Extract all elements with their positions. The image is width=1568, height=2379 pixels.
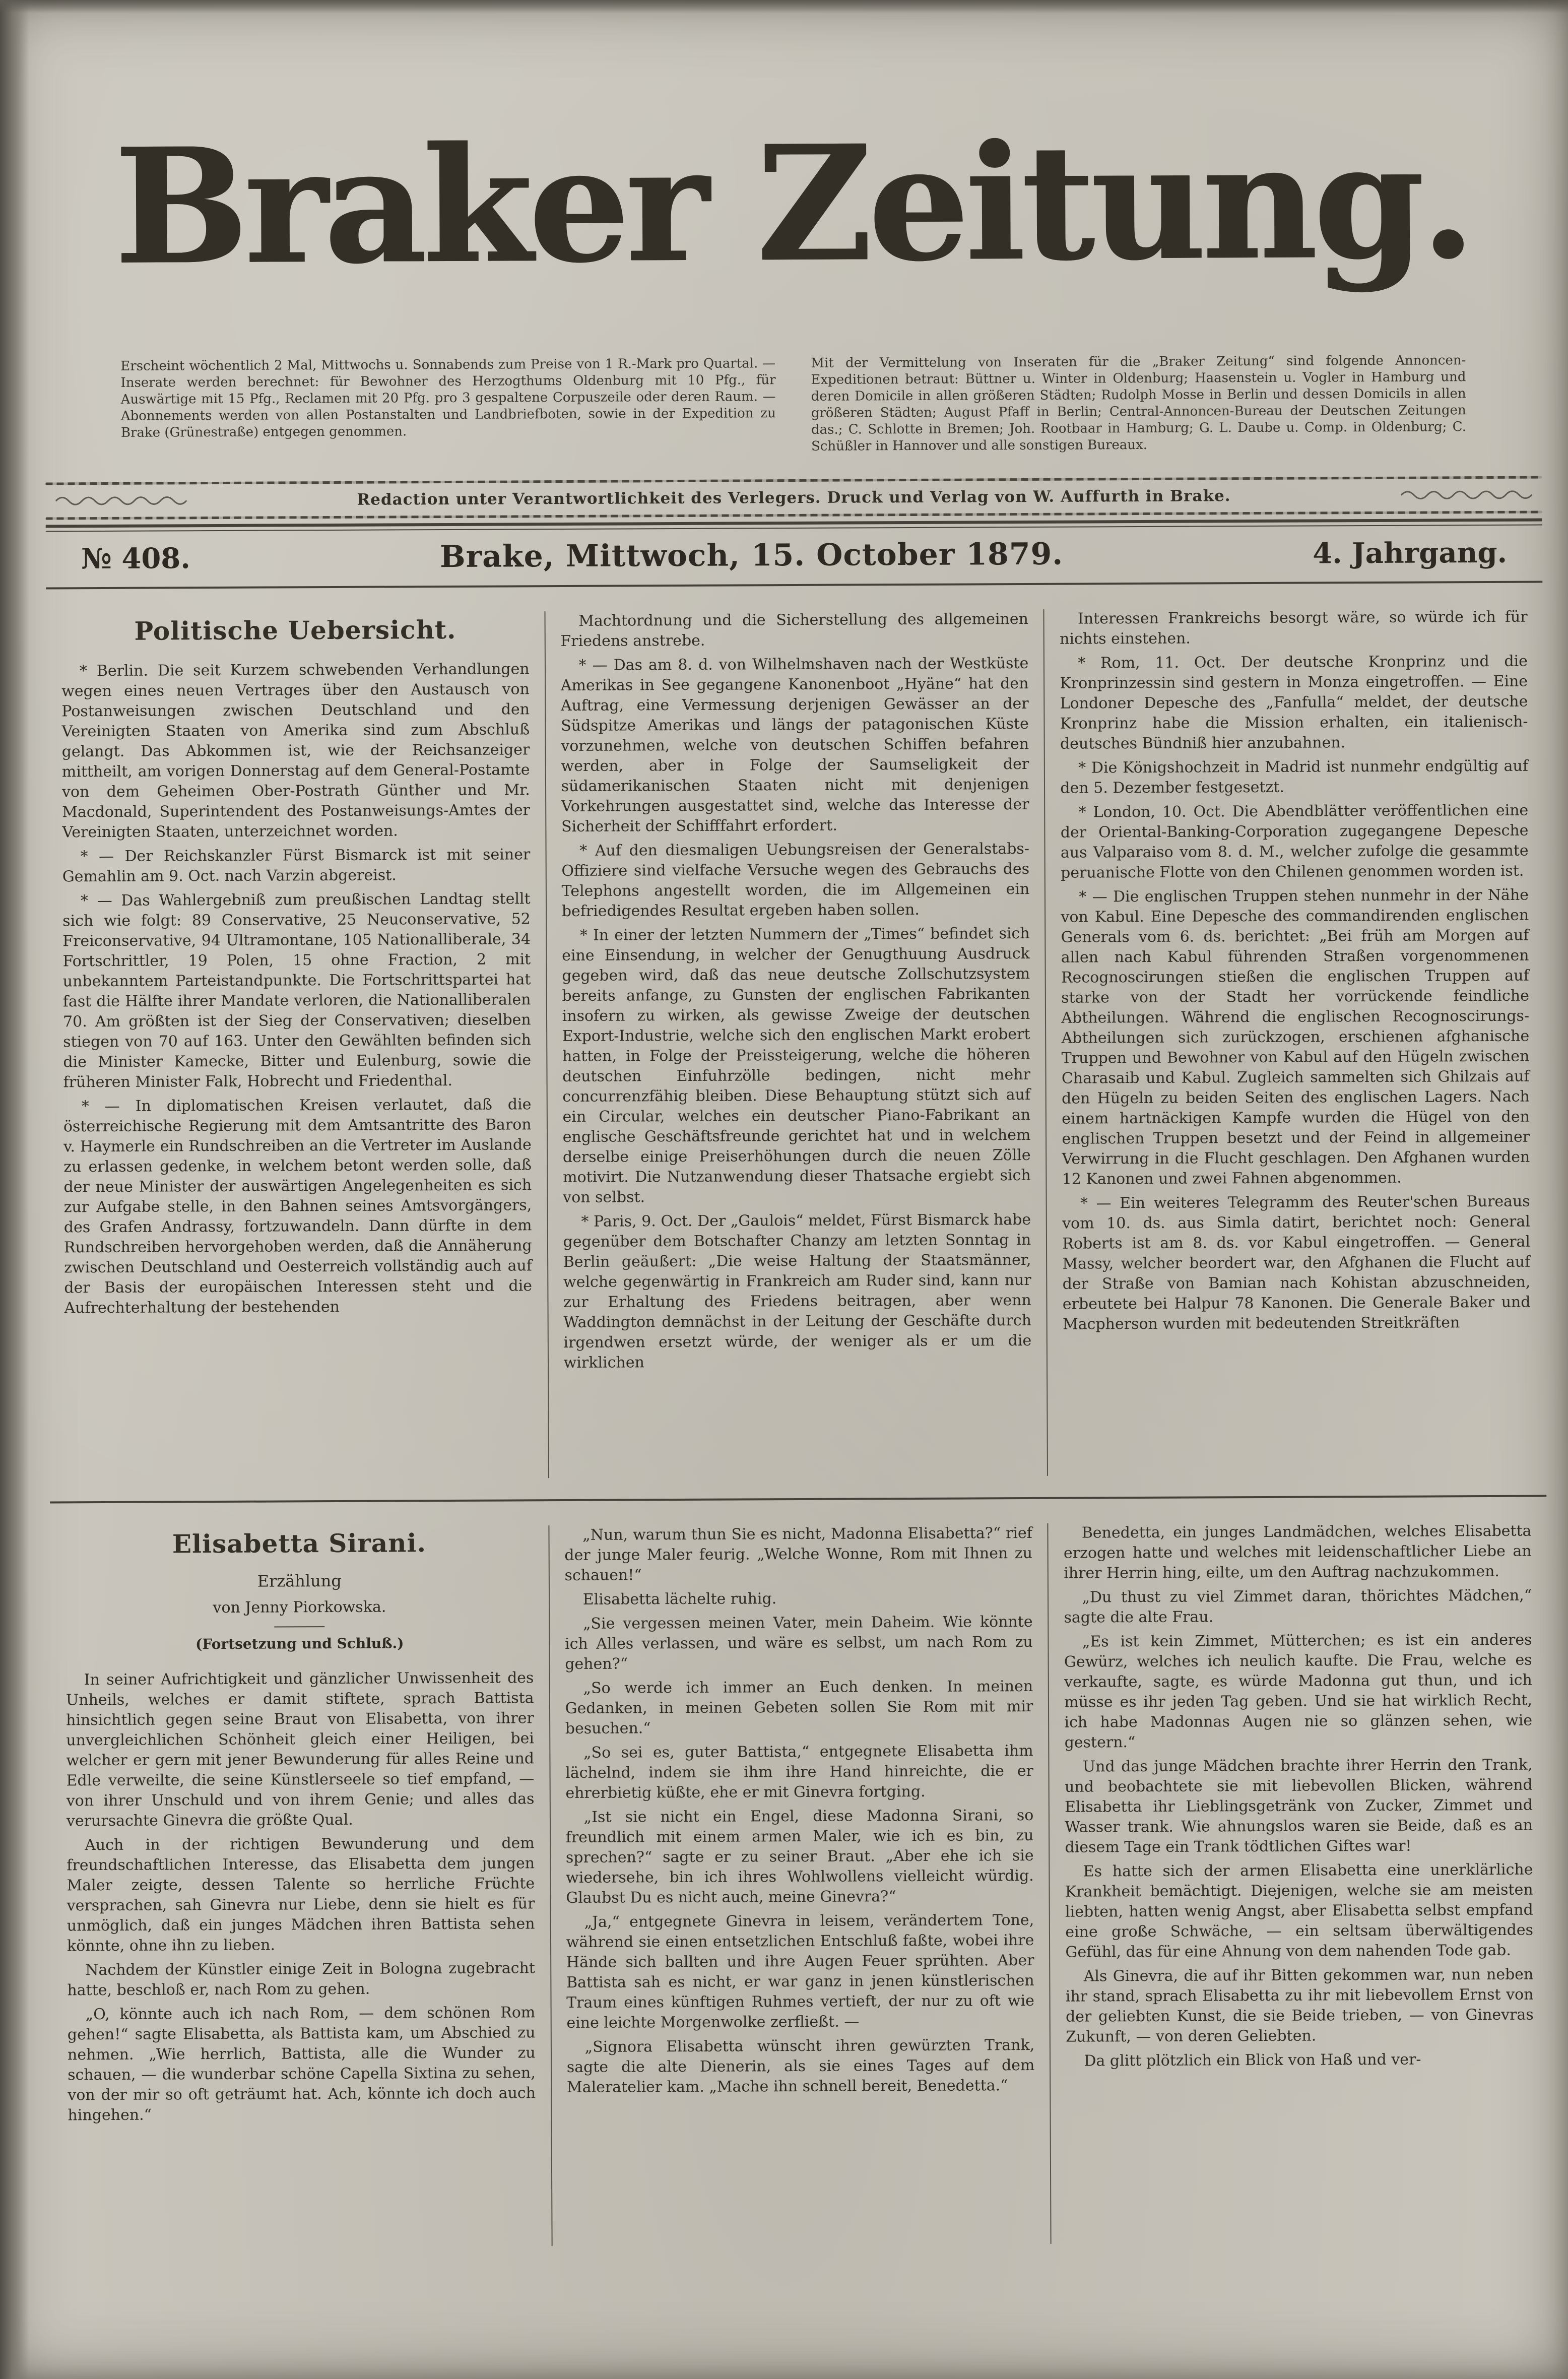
politics-section <box>46 607 1546 1481</box>
dateline-row <box>46 519 1543 590</box>
imprint-zone <box>45 476 1542 520</box>
paragraph: „Ist sie nicht ein Engel, diese Madonna Sirani, so freundlich mit einem armen Maler, wie ich es bin, zu sprechen?“ sagte er zu seiner Braut. „Aber ehe ich sie wiedersehe, bin ich ihres Wohlwollens vielleicht würdig. Glaubst Du es nicht auch, meine Ginevra?“ <box>565 1806 1034 1907</box>
paragraph: Interessen Frankreichs besorgt wäre, so würde ich für nichts einstehen. <box>1060 608 1528 648</box>
paragraph: * In einer der letzten Nummern der „Times“ befindet sich eine Einsendung, in welcher der Genugthuung Ausdruck gegeben wird, daß das neue deutsche Zollschutzsystem bereits anfange, zu Gunsten der englischen Fabrikanten insofern zu wirken, als gewisse Zweige der deutschen Export-Industrie, welche sich den englischen Markt erobert hatten, in Folge der Preissteigerung, welche die höheren deutschen Einfuhrzölle bedingen, nicht mehr concurrenzfähig bleiben. Diese Behauptung stützt sich auf ein Circular, welches ein deutscher Piano-Fabrikant an englische Geschäftsfreunde gerichtet hat und in welchem derselbe einige Preiserhöhungen durch die neuen Zölle motivirt. Die Nutzanwendung dieser Thatsache ergiebt sich von selbst. <box>562 924 1031 1207</box>
section-divider-rule <box>50 1495 1546 1504</box>
volume-label: 4. Jahrgang. <box>1313 536 1508 570</box>
subscription-info: Erscheint wöchentlich 2 Mal, Mittwochs u. Sonnabends zum Preise von 1 R.-Mark pro Quartal. — Inserate werden berechnet: für Bewohner des Herzogthums Oldenburg mit 10 Pfg., für Auswärtige mit 15 Pfg., Reclamen mit 20 Pfg. pro 3 gespaltene Corpuszeile oder deren Raum. — Abonnements werden von allen Postanstalten und Landbriefboten, sowie in der Expedition zu Brake (Grünestraße) entgegen genommen. <box>120 356 776 440</box>
paragraph: „So werde ich immer an Euch denken. In meinen Gedanken, in meinen Gebeten sollen Sie Rom mit mir besuchen.“ <box>565 1677 1033 1738</box>
paragraph: * Die Königshochzeit in Madrid ist nunmehr endgültig auf den 5. Dezember festgesetzt. <box>1060 757 1528 797</box>
story-header <box>65 1527 534 1653</box>
paragraph: Und das junge Mädchen brachte ihrer Herrin den Trank, und beobachtete sie mit liebevollen Blicken, während Elisabetta ihr Lieblingsgetränk von Zucker, Zimmet und Wasser trank. Wie ahnungslos waren sie Beide, daß es an diesem Tage ein Trank tödtlichen Giftes war! <box>1064 1756 1533 1856</box>
story-byline-rule <box>275 1626 325 1627</box>
paragraph: „Nun, warum thun Sie es nicht, Madonna Elisabetta?“ rief der junge Maler feurig. „Welche Wonne, Rom mit Ihnen zu schauen!“ <box>564 1524 1033 1585</box>
story-column-1-text <box>66 1668 536 2126</box>
story-title: Elisabetta Sirani. <box>172 1528 427 1559</box>
politics-column-2 <box>544 609 1047 1478</box>
story-column-2-text <box>564 1523 1035 2098</box>
paragraph: „Signora Elisabetta wünscht ihren gewürzten Trank, sagte die alte Dienerin, als sie eines Tages auf dem Maleratelier kam. „Mache ihn schnell bereit, Benedetta.“ <box>566 2036 1035 2097</box>
ornament-squiggle-right-icon <box>1401 490 1532 500</box>
story-column-3 <box>1048 1521 1550 2244</box>
scan-left-edge <box>0 0 29 2379</box>
paragraph: * — In diplomatischen Kreisen verlautet, daß die österreichische Regierung mit dem Amtsantritte des Baron v. Haymerle ein Rundschreiben an die Vertreter im Auslande zu erlassen gedenke, in welchem betont werden solle, daß der neue Minister der auswärtigen Angelegenheiten es sich zur Aufgabe stelle, in den Bahnen seines Amtsvorgängers, des Grafen Andrassy, fortzuwandeln. Dann dürfte in dem Rundschreiben hervorgehoben werden, daß die Annäherung zwischen Deutschland und Oesterreich vollständig auch auf der Basis der europäischen Interessen steht und die Aufrechterhaltung der bestehenden <box>63 1096 533 1317</box>
story-byline: von Jenny Piorkowska. <box>213 1598 386 1617</box>
story-continuation-note: (Fortsetzung und Schluß.) <box>195 1635 404 1653</box>
paragraph: „Es ist kein Zimmet, Mütterchen; es ist ein anderes Gewürz, welches ich neulich kaufte. Die Frau, welche es verkaufte, sagte, es würde Madonna gut thun, und ich müsse es ihr jeden Tag geben. Und sie hat wirklich Recht, ich habe Madonnas Augen nie so glänzen sehen, wie gestern.“ <box>1064 1631 1533 1752</box>
paragraph: * Paris, 9. Oct. Der „Gaulois“ meldet, Fürst Bismarck habe gegenüber dem Botschafter Chanzy am letzten Sonntag in Berlin geäußert: „Die weise Haltung der Staatsmänner, welche gegenwärtig in Frankreich am Ruder sind, kann nur zur Erhaltung des Friedens beitragen, aber wenn Waddington demnächst in der Leitung der Geschäfte durch irgendwen ersetzt würde, der weniger als er um die wirklichen <box>563 1210 1032 1372</box>
paragraph: * — Der Reichskanzler Fürst Bismarck ist mit seiner Gemahlin am 9. Oct. nach Varzin abgereist. <box>62 846 531 886</box>
story-section <box>50 1521 1549 2248</box>
paragraph: „Ja,“ entgegnete Ginevra in leisem, verändertem Tone, während sie einen entsetzlichen Entschluß faßte, wobei ihre Hände sich ballten und ihre Augen Feuer sprühten. Aber Battista sah es nicht, er war ganz in jenen künstlerischen Traum eines künftigen Ruhmes vertieft, der nur zu oft wie eine leichte Morgenwolke zerfließt. — <box>566 1911 1034 2032</box>
politics-column-1 <box>46 611 548 1480</box>
paragraph: Da glitt plötzlich ein Blick von Haß und ver- <box>1084 2050 1421 2070</box>
paragraph: „So sei es, guter Battista,“ entgegnete Elisabetta ihm lächelnd, indem sie ihm ihre Hand hinreichte, die er ehrerbietig küßte, ehe er mit Ginevra fortging. <box>565 1742 1033 1803</box>
scan-top-edge <box>0 0 1568 13</box>
politics-heading: Politische Uebersicht. <box>134 614 456 646</box>
paragraph: * — Das am 8. d. von Wilhelmshaven nach der Westküste Amerikas in See gegangene Kanonenboot „Hyäne“ hat den Auftrag, eine Vermessung derjenigen Gewässer an der Südspitze Amerikas und längs der patagonischen Küste vorzunehmen, welche von deutschen Schiffen befahren werden, aber in Folge der Saumseligkeit der südamerikanischen Staaten nicht mit denjenigen Vorkehrungen ausgestattet sind, welche das Interesse der Sicherheit der Schifffahrt erfordert. <box>560 654 1029 836</box>
advertising-info: Mit der Vermittelung von Inseraten für die „Braker Zeitung“ sind folgende Annoncen-Expeditionen betraut: Büttner u. Winter in Oldenburg; Haasenstein u. Vogler in Hamburg und deren Domicile in allen größeren Städten; Rudolph Mosse in Berlin und dessen Domicils in allen größeren Städten; August Pfaff in Berlin; Central-Annoncen-Bureau der Deutschen Zeitungen das.; C. Schlotte in Bremen; Joh. Rootbaar in Hamburg; G. L. Daube u. Comp. in Oldenburg; C. Schüßler in Hannover und alle sonstigen Bureaux. <box>811 353 1466 454</box>
publication-info-row <box>120 352 1466 458</box>
paragraph: * Rom, 11. Oct. Der deutsche Kronprinz und die Kronprinzessin sind gestern in Monza eingetroffen. — Eine Londoner Depesche des „Fanfulla“ meldet, der deutsche Kronprinz habe die Mission erhalten, ein italienisch-deutsches Bündniß hier anzubahnen. <box>1060 652 1528 753</box>
paragraph: „O, könnte auch ich nach Rom, — dem schönen Rom gehen!“ sagte Elisabetta, als Battista kam, um Abschied zu nehmen. „Wie herrlich, Battista, alle die Wunder zu schauen, — die wunderbar schöne Capella Sixtina zu sehen, von der mir so oft geträumt hat. Ach, könnte ich doch auch hingehen.“ <box>67 2004 536 2125</box>
paragraph: * London, 10. Oct. Die Abendblätter veröffentlichen eine der Oriental-Banking-Corporation zugegangene Depesche aus Valparaiso vom 8. d. M., welcher zufolge die gesammte peruanische Flotte von den Chilenen genommen worden ist. <box>1060 801 1529 882</box>
politics-column-3-text <box>1060 607 1531 1335</box>
story-column-2 <box>548 1523 1051 2246</box>
politics-column-3 <box>1043 607 1546 1476</box>
issue-number: № 408. <box>81 542 190 576</box>
paragraph: „Sie vergessen meinen Vater, mein Daheim. Wie könnte ich Alles verlassen, und wäre es selbst, um nach Rom zu gehen?“ <box>565 1613 1033 1674</box>
paragraph: * Auf den diesmaligen Uebungsreisen der Generalstabs-Offiziere sind vielfache Versuche wegen des Gebrauchs des Telephons angestellt worden, die im Allgemeinen ein befriedigendes Resultat ergeben haben sollen. <box>561 840 1030 921</box>
paragraph: Als Ginevra, die auf ihr Bitten gekommen war, nun neben ihr stand, sprach Elisabetta zu ihr mit liebevollem Ernst von der geliebten Kunst, die sie Beide trieben, — von Ginevras Zukunft, — von deren Geliebten. <box>1065 1965 1534 2046</box>
paragraph: * — Die englischen Truppen stehen nunmehr in der Nähe von Kabul. Eine Depesche des commandirenden englischen Generals vom 6. ds. berichtet: „Bei früh am Morgen auf allen nach Kabul führenden Straßen vorgenommenen Recognoscirungen stießen die englischen Truppen auf starke von der Stadt her vorrückende feindliche Abtheilungen. Während die englischen Recognoscirungs-Abtheilungen sich zurückzogen, erschienen afghanische Truppen und Bewohner von Kabul auf den Hügeln zwischen Charasaib und Kabul. Zugleich sammelten sich Ghilzais auf den Hügeln zu beiden Seiten des englischen Lagers. Nach einem hartnäckigen Kampfe wurden die Hügel von den englischen Truppen besetzt und der Feind in allgemeiner Verwirrung in die Flucht geschlagen. Den Afghanen wurden 12 Kanonen und zwei Fahnen abgenommen. <box>1061 886 1530 1188</box>
paragraph: Nachdem der Künstler einige Zeit in Bologna zugebracht hatte, beschloß er, nach Rom zu gehen. <box>67 1959 536 2000</box>
paragraph: * Berlin. Die seit Kurzem schwebenden Verhandlungen wegen eines neuen Vertrages über den Austausch von Postanweisungen zwischen Deutschland und den Vereinigten Staaten von Amerika sind zum Abschluß gelangt. Das Abkommen ist, wie der Reichsanzeiger mittheilt, am vorigen Donnerstag auf dem General-Postamte von dem Geheimen Ober-Postrath Günther und Mr. Macdonald, Superintendent des Postanweisungs-Amtes der Vereinigten Staaten, unterzeichnet worden. <box>61 660 530 842</box>
paragraph: * — Das Wahlergebniß zum preußischen Landtag stellt sich wie folgt: 89 Conservative, 25 Neuconservative, 52 Freiconservative, 94 Ultramontane, 105 Nationalliberale, 34 Fortschrittler, 19 Polen, 15 ohne Fraction, 2 mit unbekanntem Parteistandpunkte. Die Fortschrittspartei hat fast die Hälfte ihrer Mandate verloren, die Nationalliberalen 70. Am größten ist der Sieg der Conservativen; dieselben stiegen von 70 auf 163. Unter den Gewählten befinden sich die Minister Kamecke, Bitter und Eulenburg, sowie die früheren Minister Falk, Hobrecht und Friedenthal. <box>62 890 532 1091</box>
dateline-date: Brake, Mittwoch, 15. October 1879. <box>439 536 1064 575</box>
imprint-text: Redaction unter Verantwortlichkeit des Verlegers. Druck und Verlag von W. Auffurth in Brake. <box>357 487 1231 509</box>
paragraph: „Du thust zu viel Zimmet daran, thörichtes Mädchen,“ sagte die alte Frau. <box>1064 1586 1532 1627</box>
story-column-1 <box>50 1525 551 2248</box>
paragraph: Auch in der richtigen Bewunderung und dem freundschaftlichen Interesse, das Elisabetta dem jungen Maler zeigte, dessen Talente so herrliche Früchte versprachen, sah Ginevra nur Liebe, denn sie hielt es für unmöglich, daß ein junges Mädchen ihren Battista sehen könnte, ohne ihn zu lieben. <box>67 1834 535 1955</box>
paragraph: In seiner Aufrichtigkeit und gänzlicher Unwissenheit des Unheils, welches er damit stiftete, sprach Battista hinsichtlich gegen seine Braut von Elisabetta, von ihrer unvergleichlichen Schönheit gleich einer Heiligen, bei welcher er gern mit jener Bewunderung für alles Reine und Edle verweilte, die seine Künstlerseele so tief empfand, — von ihrer Unschuld und von ihrem Genie; und alles das verursachte Ginevra die größte Qual. <box>66 1669 535 1830</box>
paragraph: Benedetta, ein junges Landmädchen, welches Elisabetta erzogen hatte und welches mit leidenschaftlicher Liebe an ihrer Herrin hing, eilte, um den Auftrag nachzukommen. <box>1063 1522 1532 1582</box>
ornament-squiggle-left-icon <box>56 496 187 505</box>
paragraph: Elisabetta lächelte ruhig. <box>582 1590 777 1609</box>
masthead-title: Braker Zeitung. <box>113 108 1472 300</box>
politics-column-2-text <box>560 609 1031 1373</box>
paragraph: Machtordnung und die Sicherstellung des allgemeinen Friedens anstrebe. <box>560 610 1028 651</box>
story-column-3-text <box>1064 1521 1534 2072</box>
paragraph: Es hatte sich der armen Elisabetta eine unerklärliche Krankheit bemächtigt. Diejenigen, welche sie am meisten liebten, hatten wenig Angst, aber Elisabetta selbst empfand eine große Schwäche, — ein seltsam überwältigendes Gefühl, das für eine Ahnung von dem nahenden Tode gab. <box>1065 1860 1534 1961</box>
story-genre: Erzählung <box>257 1571 342 1591</box>
politics-column-1-text <box>61 659 532 1318</box>
paragraph: * — Ein weiteres Telegramm des Reuter'schen Bureaus vom 10. ds. aus Simla datirt, berichtet noch: General Roberts ist am 8. ds. vor Kabul eingetroffen. — General Massy, welcher beordert war, den Afghanen die Flucht auf der Straße von Bamian nach Kohistan abzuschneiden, erbeutete bei Halpur 78 Kanonen. Die Generale Baker und Macpherson wurden mit bedeutenden Streitkräften <box>1062 1192 1531 1333</box>
newspaper-page <box>43 12 1549 2248</box>
